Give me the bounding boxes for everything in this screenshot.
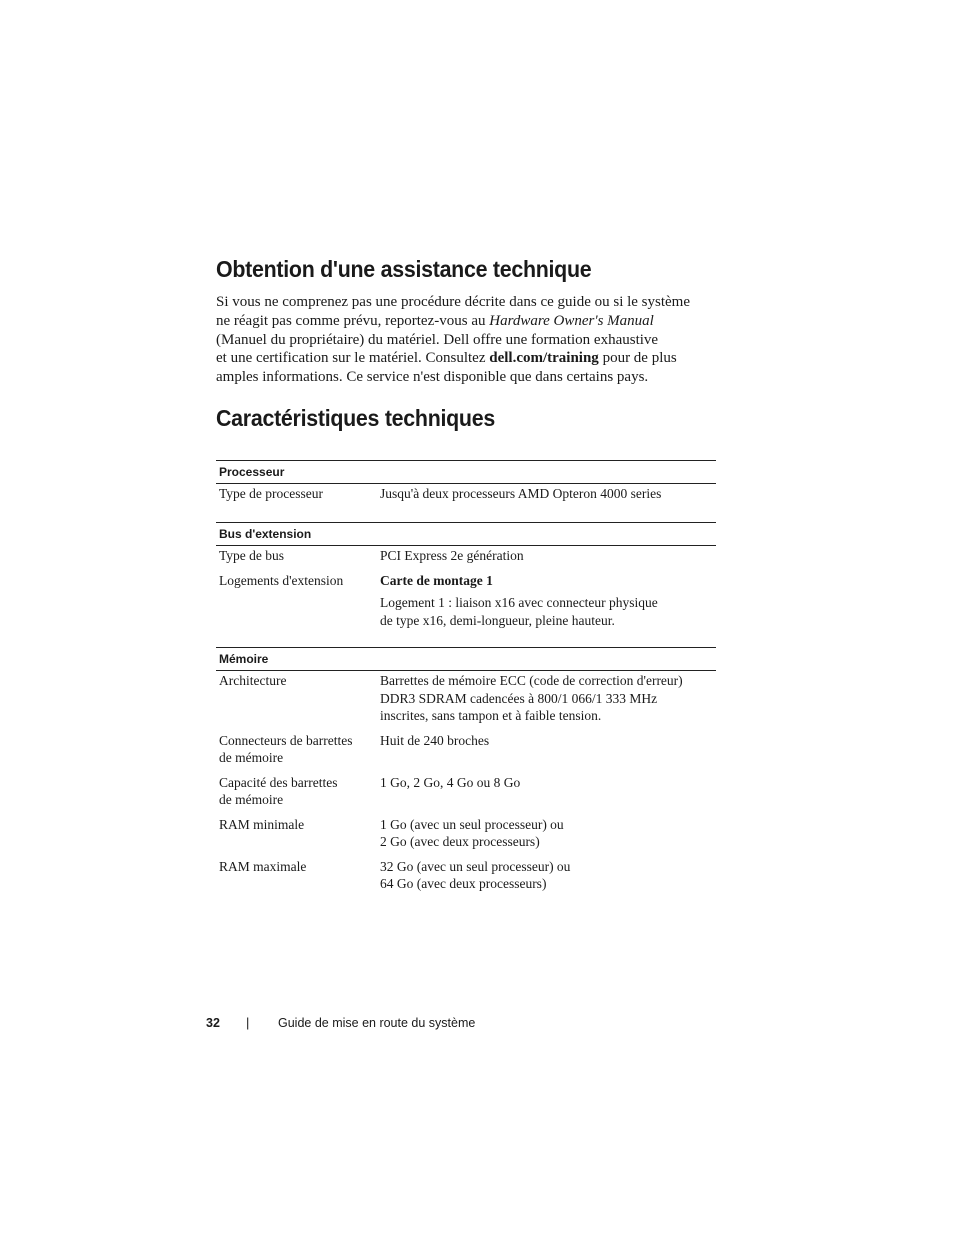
value-line: inscrites, sans tampon et à faible tension. — [380, 708, 602, 723]
section-title-assistance: Obtention d'une assistance technique — [216, 256, 592, 282]
footer-separator: | — [246, 1015, 250, 1030]
training-link[interactable]: dell.com/training — [489, 350, 599, 367]
paragraph-text: ne réagit pas comme prévu, reportez-vous au — [216, 312, 490, 329]
table-row — [216, 672, 716, 725]
row-label — [216, 774, 380, 809]
value-line: DDR3 SDRAM cadencées à 800/1 066/1 333 MHz — [380, 690, 658, 706]
value-subhead: Carte de montage 1 — [380, 572, 493, 588]
label-line: de mémoire — [219, 750, 284, 765]
table-row — [216, 816, 716, 851]
value-line: 64 Go (avec deux processeurs) — [380, 876, 547, 891]
row-value — [380, 858, 716, 893]
table-section-bus: Bus d'extension — [216, 522, 716, 546]
row-value — [380, 816, 716, 851]
row-value: 1 Go, 2 Go, 4 Go ou 8 Go — [380, 774, 521, 790]
label-line: de mémoire — [219, 792, 284, 807]
paragraph-text: pour de plus — [598, 350, 677, 367]
value-line: Logement 1 : liaison x16 avec connecteur physique — [380, 595, 658, 610]
row-label: RAM maximale — [219, 858, 307, 874]
page-number: 32 — [206, 1016, 220, 1030]
value-line: Barrettes de mémoire ECC (code de correction d'erreur) — [380, 673, 683, 688]
paragraph-text: et une certification sur le matériel. Consultez — [216, 350, 490, 367]
row-label: Type de bus — [219, 547, 285, 563]
paragraph-line: Si vous ne comprenez pas une procédure décrite dans ce guide ou si le système — [216, 294, 691, 310]
label-line: Capacité des barrettes — [219, 774, 338, 790]
row-label — [216, 732, 380, 767]
table-row — [216, 572, 716, 630]
table-section-memoire: Mémoire — [216, 647, 716, 671]
row-value: Jusqu'à deux processeurs AMD Opteron 4000 series — [380, 486, 662, 501]
paragraph-line: (Manuel du propriétaire) du matériel. Dell offre une formation exhaustive — [216, 331, 659, 348]
row-label: Type de processeur — [219, 486, 324, 501]
table-row — [216, 858, 716, 893]
row-label: Architecture — [219, 673, 287, 688]
specs-table — [216, 460, 716, 893]
row-value: PCI Express 2e génération — [380, 547, 524, 563]
row-value: Huit de 240 broches — [380, 732, 490, 748]
row-label: Logements d'extension — [219, 572, 344, 588]
row-value — [380, 672, 716, 725]
paragraph-line — [216, 349, 726, 368]
table-section-processeur: Processeur — [216, 460, 716, 484]
assistance-paragraph — [216, 293, 726, 387]
paragraph-line: amples informations. Ce service n'est disponible que dans certains pays. — [216, 369, 649, 386]
table-row — [216, 732, 716, 767]
manual-title: Hardware Owner's Manual — [489, 312, 654, 329]
section-title-specs: Caractéristiques techniques — [216, 405, 495, 431]
value-line: 32 Go (avec un seul processeur) ou — [380, 858, 571, 874]
value-line: 1 Go (avec un seul processeur) ou — [380, 816, 564, 832]
paragraph-line — [216, 312, 726, 331]
label-line: Connecteurs de barrettes — [219, 732, 353, 748]
value-line: de type x16, demi-longueur, pleine hauteur. — [380, 612, 615, 628]
table-row — [216, 774, 716, 809]
row-value — [380, 572, 716, 630]
table-row — [216, 547, 716, 565]
table-row — [216, 485, 716, 503]
footer-title: Guide de mise en route du système — [278, 1016, 476, 1030]
row-label: RAM minimale — [219, 816, 305, 832]
value-line: 2 Go (avec deux processeurs) — [380, 834, 540, 849]
